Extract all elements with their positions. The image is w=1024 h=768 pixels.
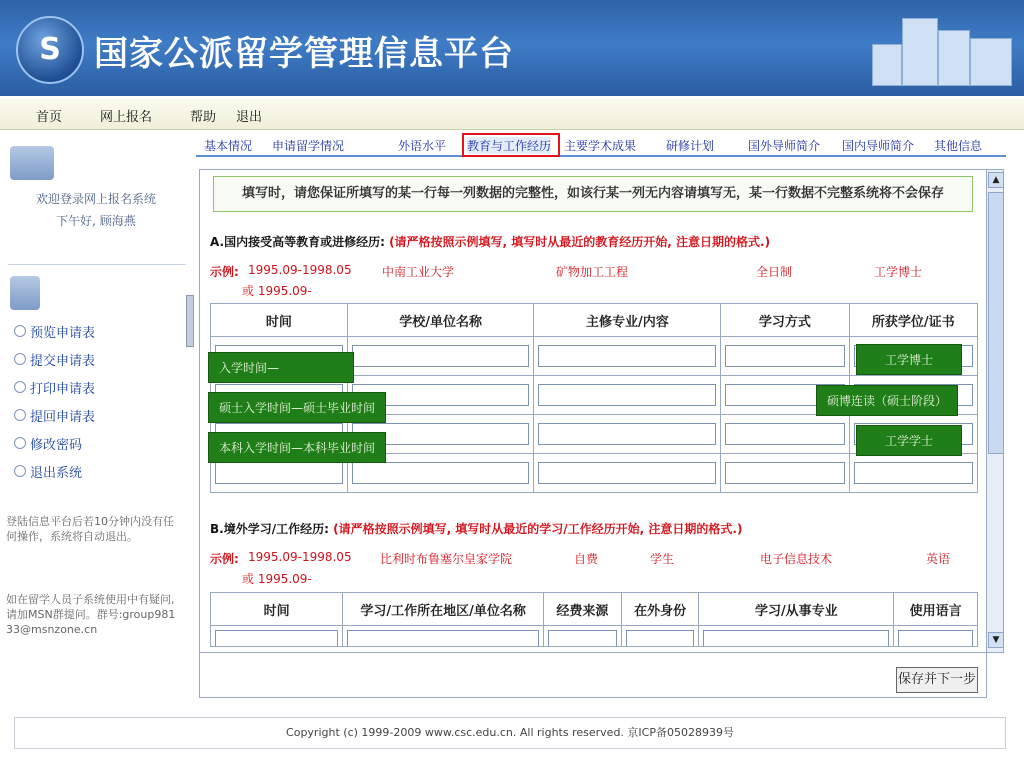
- table-cell: [534, 454, 721, 493]
- table-cell: [849, 454, 977, 493]
- menu-logout[interactable]: 退出: [236, 110, 263, 125]
- scroll-thumb[interactable]: [988, 192, 1004, 454]
- help-note: 如在留学人员子系统使用中有疑问,请加MSN群提问。群号:group98133@msnzone.cn: [6, 593, 176, 636]
- major-input[interactable]: [538, 423, 716, 445]
- main-menu-bar: [0, 99, 1024, 130]
- bullet-icon: [14, 409, 26, 421]
- column-header: 学习/从事专业: [699, 593, 894, 626]
- scroll-down-icon[interactable]: ▼: [988, 632, 1004, 648]
- column-header: 学习/工作所在地区/单位名称: [343, 593, 544, 626]
- csc-emblem-icon: S: [16, 16, 84, 84]
- sidebar-item-withdraw[interactable]: 提回申请表: [30, 410, 96, 425]
- tab-domestic-advisor[interactable]: 国内导师简介: [842, 139, 915, 153]
- table-cell: [534, 337, 721, 376]
- section-b-instruction: (请严格按照示例填写, 填写时从最近的学习/工作经历开始, 注意日期的格式.): [333, 522, 743, 536]
- time-input[interactable]: [215, 630, 338, 646]
- vertical-scrollbar[interactable]: [986, 169, 1004, 653]
- table-cell: [534, 376, 721, 415]
- section-a-example-label: 示例:: [210, 265, 239, 279]
- bullet-icon: [14, 353, 26, 365]
- tip-degree-bachelor: 工学学士: [856, 425, 962, 456]
- section-a-heading: [210, 233, 770, 250]
- table-row: [211, 626, 978, 647]
- timeout-note: 登陆信息平台后若10分钟内没有任何操作，系统将自动退出。: [6, 515, 174, 543]
- table-cell: [721, 415, 849, 454]
- section-b-table: [210, 592, 978, 647]
- column-header: 主修专业/内容: [534, 304, 721, 337]
- sidebar-divider: [8, 264, 186, 265]
- column-header: 学习方式: [721, 304, 849, 337]
- bullet-icon: [14, 381, 26, 393]
- tip-bachelor-period: 本科入学时间—本科毕业时间: [208, 432, 386, 463]
- header-banner: [0, 0, 1024, 96]
- table-cell: [211, 626, 343, 647]
- tip-enroll-time: 入学时间—: [208, 352, 354, 383]
- section-a-example-mode: 全日制: [756, 265, 793, 279]
- section-b-example-language: 英语: [926, 552, 951, 566]
- site-title: 国家公派留学管理信息平台: [94, 34, 514, 74]
- tab-academic-achievements[interactable]: 主要学术成果: [564, 139, 637, 153]
- section-b-example-alt: 或 1995.09-: [242, 572, 312, 586]
- section-a-example-alt: 或 1995.09-: [242, 284, 312, 298]
- school-input[interactable]: [352, 462, 530, 484]
- tip-degree-phd: 工学博士: [856, 344, 962, 375]
- sidebar: [0, 142, 190, 702]
- major-input[interactable]: [538, 345, 716, 367]
- action-bar: [199, 653, 987, 698]
- copyright-footer: Copyright (c) 1999-2009 www.csc.edu.cn. All rights reserved. 京ICP备05028939号: [14, 717, 1006, 749]
- column-header: 时间: [211, 304, 348, 337]
- section-b-example-label: 示例:: [210, 552, 239, 566]
- tab-basic-info[interactable]: 基本情况: [204, 139, 253, 153]
- save-next-button[interactable]: 保存并下一步: [896, 667, 978, 693]
- section-b-example-status: 学生: [650, 552, 675, 566]
- table-header-row: [211, 304, 978, 337]
- table-cell: [894, 626, 978, 647]
- section-a-instruction: (请严格按照示例填写, 填写时从最近的教育经历开始, 注意日期的格式.): [389, 235, 771, 249]
- sidebar-item-print[interactable]: 打印申请表: [30, 382, 96, 397]
- section-b-heading: [210, 520, 742, 537]
- bullet-icon: [14, 465, 26, 477]
- table-cell: [343, 626, 544, 647]
- section-b-example-institution: 比利时布鲁塞尔皇家学院: [380, 552, 513, 566]
- section-b-title: B.境外学习/工作经历:: [210, 522, 329, 536]
- menu-online-registration[interactable]: 网上报名: [100, 110, 153, 125]
- study-major-input[interactable]: [703, 630, 889, 646]
- column-header: 在外身份: [621, 593, 699, 626]
- time-input[interactable]: [215, 462, 343, 484]
- form-tabs: [196, 133, 1006, 157]
- tip-degree-master-phd: 硕博连读（硕士阶段）: [816, 385, 958, 416]
- tab-education-work[interactable]: 教育与工作经历: [467, 139, 552, 153]
- section-a-example-date: 1995.09-1998.05: [248, 263, 352, 277]
- column-header: 所获学位/证书: [849, 304, 977, 337]
- table-cell: [699, 626, 894, 647]
- table-cell: [721, 337, 849, 376]
- language-input[interactable]: [898, 630, 973, 646]
- section-a-example-degree: 工学博士: [874, 265, 923, 279]
- tab-foreign-advisor[interactable]: 国外导师简介: [748, 139, 821, 153]
- table-cell: [621, 626, 699, 647]
- table-cell: [544, 626, 622, 647]
- column-header: 学校/单位名称: [347, 304, 534, 337]
- sidebar-collapse-handle[interactable]: [186, 295, 194, 347]
- bullet-icon: [14, 325, 26, 337]
- major-input[interactable]: [538, 462, 716, 484]
- sidebar-item-logout[interactable]: 退出系统: [30, 466, 83, 481]
- sidebar-item-change-password[interactable]: 修改密码: [30, 438, 83, 453]
- section-b-example-date: 1995.09-1998.05: [248, 550, 352, 564]
- school-input[interactable]: [352, 345, 530, 367]
- sidebar-item-preview[interactable]: 预览申请表: [30, 326, 96, 341]
- section-b-example-major: 电子信息技术: [760, 552, 833, 566]
- column-header: 经费来源: [544, 593, 622, 626]
- scroll-up-icon[interactable]: ▲: [988, 172, 1004, 188]
- degree-input[interactable]: [854, 462, 973, 484]
- tab-study-application[interactable]: 申请留学情况: [272, 139, 345, 153]
- tip-master-period: 硕士入学时间—硕士毕业时间: [208, 392, 386, 423]
- greeting-text: 下午好, 顾海燕: [56, 214, 136, 228]
- tab-other-info[interactable]: 其他信息: [934, 139, 983, 153]
- study-mode-input[interactable]: [725, 462, 844, 484]
- major-input[interactable]: [538, 384, 716, 406]
- status-input[interactable]: [626, 630, 695, 646]
- section-b-example-funding: 自费: [574, 552, 599, 566]
- bullet-icon: [14, 437, 26, 449]
- tab-research-plan[interactable]: 研修计划: [666, 139, 715, 153]
- table-cell: [534, 415, 721, 454]
- institution-input[interactable]: [347, 630, 539, 646]
- funding-input[interactable]: [548, 630, 617, 646]
- table-cell: [721, 454, 849, 493]
- sidebar-item-submit[interactable]: 提交申请表: [30, 354, 96, 369]
- section-a-example-major: 矿物加工工程: [556, 265, 629, 279]
- section-a-example-school: 中南工业大学: [382, 265, 455, 279]
- study-mode-input[interactable]: [725, 345, 844, 367]
- table-cell: [347, 337, 534, 376]
- menu-help[interactable]: 帮助: [190, 110, 217, 125]
- table-header-row: [211, 593, 978, 626]
- notice-box: 填写时，请您保证所填写的某一行每一列数据的完整性，如该行某一列无内容请填写无，某一行数据不完整系统将不会保存: [213, 176, 973, 212]
- tab-language-level[interactable]: 外语水平: [398, 139, 447, 153]
- welcome-text: 欢迎登录网上报名系统: [35, 192, 156, 206]
- column-header: 使用语言: [894, 593, 978, 626]
- building-skyline-icon: [868, 10, 1018, 94]
- section-a-title: A.国内接受高等教育或进修经历:: [210, 235, 385, 249]
- computer-icon: [10, 146, 54, 180]
- study-mode-input[interactable]: [725, 423, 844, 445]
- menu-home[interactable]: 首页: [36, 110, 63, 125]
- document-icon: [10, 276, 40, 310]
- column-header: 时间: [211, 593, 343, 626]
